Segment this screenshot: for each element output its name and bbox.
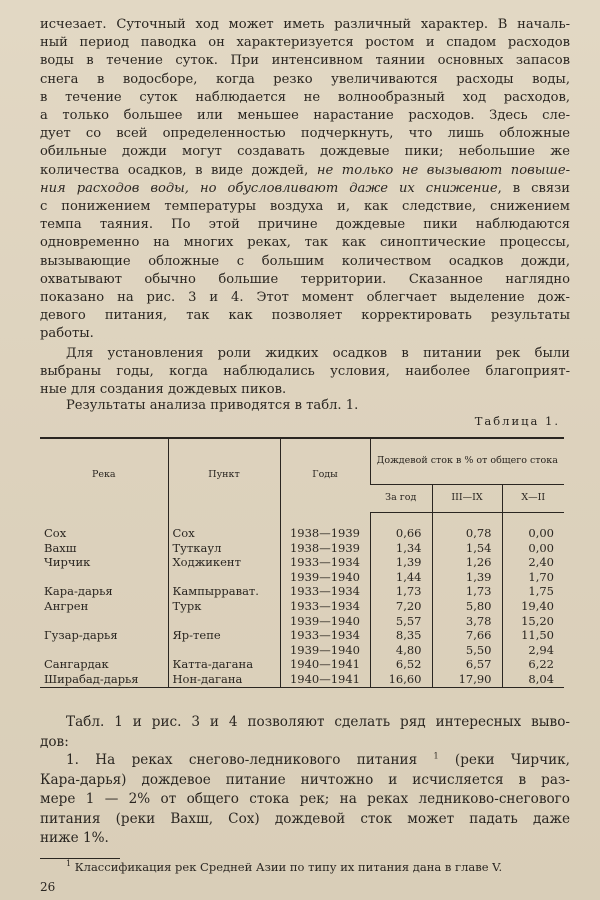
cell-annual: 1,34	[370, 541, 432, 556]
cell-point: Туткаул	[168, 541, 280, 556]
text-line: ниже 1%.	[40, 830, 109, 846]
cell-annual: 8,35	[370, 628, 432, 643]
cell-years: 1939—1940	[280, 570, 370, 585]
cell-x-ii: 1,75	[502, 584, 564, 599]
cell-river: Сох	[44, 526, 67, 540]
cell-annual: 16,60	[370, 672, 432, 687]
text-line: девого питания, так как позволяет корректировать результаты	[40, 308, 570, 324]
cell-annual: 5,57	[370, 614, 432, 629]
cell-x-ii: 8,04	[502, 672, 564, 687]
footnote-mark: 1	[66, 859, 72, 869]
cell-river: Гузар-дарья	[44, 628, 118, 643]
cell-iii-ix: 6,57	[432, 657, 502, 672]
text-line: а только большее или меньшее нарастание расходов. Здесь сле-	[40, 108, 570, 124]
text-line: выбраны годы, когда наблюдались условия, наиболее благоприят-	[40, 364, 570, 380]
text-line: охватывают обычно большие территории. Сказанное наглядно	[40, 271, 570, 287]
cell-point	[168, 643, 280, 658]
paragraph-3	[40, 397, 570, 415]
header-river: Река	[40, 438, 168, 512]
cell-years: 1933—1934	[280, 599, 370, 614]
text-line: в течение суток наблюдается не волнообразный ход расходов,	[40, 89, 570, 105]
text-line: Результаты анализа приводятся в табл. 1.	[66, 398, 359, 413]
text-line: питания (реки Вахш, Сох) дождевой сток может падать даже	[40, 810, 570, 827]
cell-years: 1938—1939	[280, 526, 370, 541]
cell-point: Ходжикент	[168, 555, 280, 570]
table-row	[40, 643, 564, 658]
cell-annual: 4,80	[370, 643, 432, 658]
cell-iii-ix: 5,80	[432, 599, 502, 614]
text-line: Для установления роли жидких осадков в питании рек были	[66, 346, 570, 361]
table-row	[40, 584, 564, 599]
text-line: дует со всей определенностью подчеркнуть, что лишь обложные	[40, 126, 570, 142]
table-caption: Таблица 1.	[474, 414, 560, 428]
cell-river: Ширабад-дарья	[40, 672, 168, 687]
text-line: Табл. 1 и рис. 3 и 4 позволяют сделать ряд интересных выво-	[66, 714, 570, 730]
text-line: снега в водосборе, когда резко увеличиваются расходы воды,	[40, 71, 570, 87]
cell-point: Яр-тепе	[168, 628, 280, 643]
cell-river: Вахш	[44, 540, 77, 555]
header-iii-ix: III—IX	[432, 484, 502, 512]
cell-iii-ix: 5,50	[432, 643, 502, 658]
cell-point: Турк	[168, 599, 280, 614]
header-years: Годы	[280, 438, 370, 512]
paragraph-2	[40, 345, 570, 400]
cell-years: 1933—1934	[280, 555, 370, 570]
cell-years: 1938—1939	[280, 541, 370, 556]
text-line: вызывающие обложные с большим количеством осадков дожди,	[40, 253, 570, 269]
cell-point	[168, 614, 280, 629]
text-line: воды в течение суток. При интенсивном таянии основных запасов	[40, 53, 570, 69]
paragraph-4	[40, 713, 570, 752]
cell-iii-ix: 0,78	[432, 526, 502, 541]
table-row	[40, 555, 564, 570]
cell-years: 1940—1941	[280, 672, 370, 687]
cell-river: Ангрен	[44, 598, 89, 613]
cell-years: 1940—1941	[280, 657, 370, 672]
table-body	[40, 512, 564, 687]
text-line: ные для создания дождевых пиков.	[40, 382, 287, 398]
cell-x-ii: 11,50	[502, 628, 564, 643]
cell-iii-ix: 1,54	[432, 541, 502, 556]
table-spacer-row	[40, 512, 564, 526]
cell-x-ii: 2,94	[502, 643, 564, 658]
cell-river: Чирчик	[44, 555, 91, 570]
cell-annual: 1,44	[370, 570, 432, 585]
text-line: исчезает. Суточный ход может иметь различный характер. В началь-	[40, 17, 570, 32]
table-row	[40, 526, 564, 541]
table-row	[40, 628, 564, 643]
cell-years: 1939—1940	[280, 614, 370, 629]
text-line: обильные дожди могут создавать дождевые пики; небольшие же	[40, 144, 570, 160]
table-row	[40, 657, 564, 672]
table-row	[40, 541, 564, 556]
text-line: Кара-дарья) дождевое питание ничтожно и исчисляется в раз-	[40, 771, 570, 788]
footnote-ref: 1	[433, 751, 439, 761]
cell-iii-ix: 1,73	[432, 584, 502, 599]
cell-x-ii: 0,00	[502, 526, 564, 541]
emphasis-text: ния расходов воды, но обусловливают даже их снижение	[40, 180, 498, 196]
header-x-ii: X—II	[502, 484, 564, 512]
text-line	[40, 162, 570, 180]
cell-iii-ix: 7,66	[432, 628, 502, 643]
cell-x-ii: 15,20	[502, 614, 564, 629]
header-annual: За год	[370, 484, 432, 512]
table-row	[40, 614, 564, 629]
cell-point	[168, 570, 280, 585]
text-line: работы.	[40, 326, 94, 342]
cell-x-ii: 2,40	[502, 555, 564, 570]
text-run: (реки Чирчик,	[438, 752, 570, 768]
cell-iii-ix: 17,90	[432, 672, 502, 687]
text-line: одновременно на многих реках, так как синоптические процессы,	[40, 235, 570, 251]
cell-river	[40, 643, 168, 658]
table-row	[40, 672, 564, 687]
text-line: дов:	[40, 733, 69, 750]
cell-annual: 1,73	[370, 584, 432, 599]
text-line	[40, 751, 570, 771]
cell-annual: 6,52	[370, 657, 432, 672]
cell-years: 1939—1940	[280, 643, 370, 658]
cell-river	[40, 614, 168, 629]
text-line: ный период паводка он характеризуется ростом и спадом расходов	[40, 35, 570, 51]
paragraph-5	[40, 751, 570, 849]
cell-annual: 7,20	[370, 599, 432, 614]
footnote-divider	[40, 858, 120, 859]
header-runoff-group: Дождевой сток в % от общего стока	[370, 438, 564, 484]
paragraph-1	[40, 16, 570, 344]
cell-annual: 0,66	[370, 526, 432, 541]
cell-river: Сангардак	[44, 657, 109, 672]
text-run: , в связи	[497, 180, 570, 196]
data-table	[40, 437, 564, 688]
table-row	[40, 570, 564, 585]
cell-iii-ix: 1,39	[432, 570, 502, 585]
text-line: показано на рис. 3 и 4. Этот момент облегчает выделение дож-	[40, 290, 570, 306]
page-number: 26	[40, 880, 56, 894]
cell-x-ii: 19,40	[502, 599, 564, 614]
header-point: Пункт	[168, 438, 280, 512]
cell-x-ii: 1,70	[502, 570, 564, 585]
table-row	[40, 599, 564, 614]
cell-years: 1933—1934	[280, 628, 370, 643]
text-line: темпа таяния. По этой причине дождевые пики наблюдаются	[40, 217, 570, 233]
text-line: с понижением температуры воздуха и, как следствие, снижением	[40, 199, 570, 215]
cell-years: 1933—1934	[280, 584, 370, 599]
footnote	[40, 860, 570, 875]
cell-point: Нон-дагана	[168, 672, 280, 687]
cell-annual: 1,39	[370, 555, 432, 570]
cell-river	[40, 570, 168, 585]
text-line	[40, 180, 570, 198]
emphasis-text: не только не вызывают повыше-	[316, 162, 570, 178]
footnote-text: Классификация рек Средней Азии по типу их питания дана в главе V.	[74, 860, 503, 874]
cell-x-ii: 6,22	[502, 657, 564, 672]
cell-river: Кара-дарья	[44, 584, 113, 599]
cell-x-ii: 0,00	[502, 541, 564, 556]
cell-iii-ix: 3,78	[432, 614, 502, 629]
cell-point: Кампыррават.	[168, 584, 280, 599]
cell-iii-ix: 1,26	[432, 555, 502, 570]
text-run: количества осадков, в виде дождей,	[40, 162, 317, 178]
text-run: 1. На реках снегово-ледникового питания	[66, 752, 434, 768]
text-line: мере 1 — 2% от общего стока рек; на реках ледниково-снегового	[40, 791, 570, 807]
cell-point: Сох	[168, 526, 280, 541]
cell-point: Катта-дагана	[168, 657, 280, 672]
